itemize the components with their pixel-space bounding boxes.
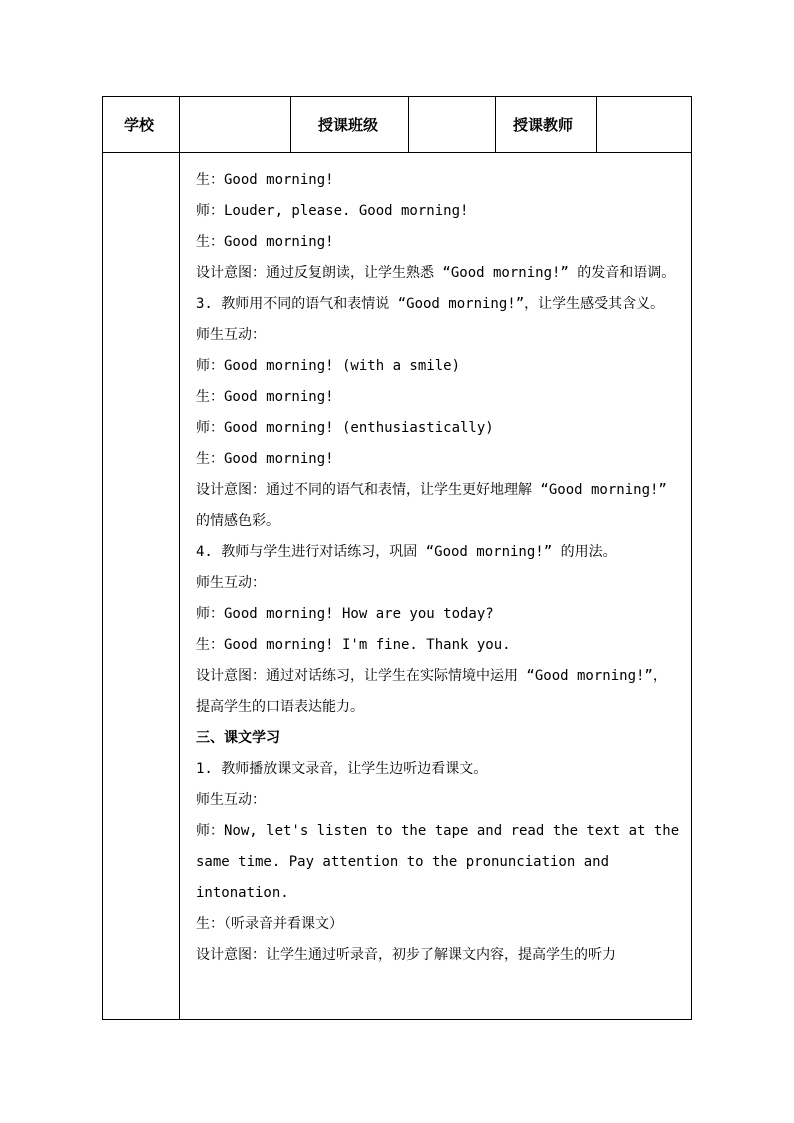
table-header-divider [102,152,692,153]
header-divider-4 [596,96,597,153]
teacher-label: 授课教师 [513,116,574,134]
table-border-bottom [102,1019,692,1020]
content-line: 1. 教师播放课文录音，让学生边听边看课文。 [196,761,488,777]
design-intent: 设计意图：让学生通过听录音，初步了解课文内容，提高学生的听力 [196,947,616,963]
lesson-content [196,165,680,971]
interaction-heading: 师生互动： [196,792,266,808]
content-line: 师：Now, let's listen to the tape and read the text at the same time. Pay attention to the pronunciation and intonation. [196,823,680,901]
design-intent: 设计意图：通过对话练习，让学生在实际情境中运用 “Good morning!”，提高学生的口语表达能力。 [196,668,667,715]
content-line: 师：Good morning! (enthusiastically) [196,420,494,436]
design-intent: 设计意图：通过反复朗读，让学生熟悉 “Good morning!” 的发音和语调。 [196,265,676,281]
content-line: 师：Good morning! (with a smile) [196,358,461,374]
content-line: 生：Good morning! [196,389,334,405]
content-line: 4. 教师与学生进行对话练习，巩固 “Good morning!” 的用法。 [196,544,617,560]
header-divider-1 [290,96,291,153]
table-border-top [102,96,692,97]
class-label: 授课班级 [318,116,379,134]
content-line: 生：Good morning! [196,172,334,188]
interaction-heading: 师生互动： [196,327,266,343]
content-line: 生：Good morning! I'm fine. Thank you. [196,637,511,653]
header-divider-2 [408,96,409,153]
table-border-right [691,96,692,1020]
section-heading: 三、课文学习 [196,730,280,746]
content-line: 师：Louder, please. Good morning! [196,203,469,219]
content-line: 生：Good morning! [196,234,334,250]
content-line: 师：Good morning! How are you today? [196,606,494,622]
school-label: 学校 [124,116,155,134]
table-border-left [102,96,103,1020]
interaction-heading: 师生互动： [196,575,266,591]
content-line: 生：Good morning! [196,451,334,467]
design-intent: 设计意图：通过不同的语气和表情，让学生更好地理解 “Good morning!” 的情感色彩。 [196,482,667,529]
content-line: 生：（听录音并看课文） [196,916,343,932]
content-line: 3. 教师用不同的语气和表情说 “Good morning!”，让学生感受其含义。 [196,296,665,312]
header-divider-3 [495,96,496,153]
table-column-divider [179,96,180,1020]
